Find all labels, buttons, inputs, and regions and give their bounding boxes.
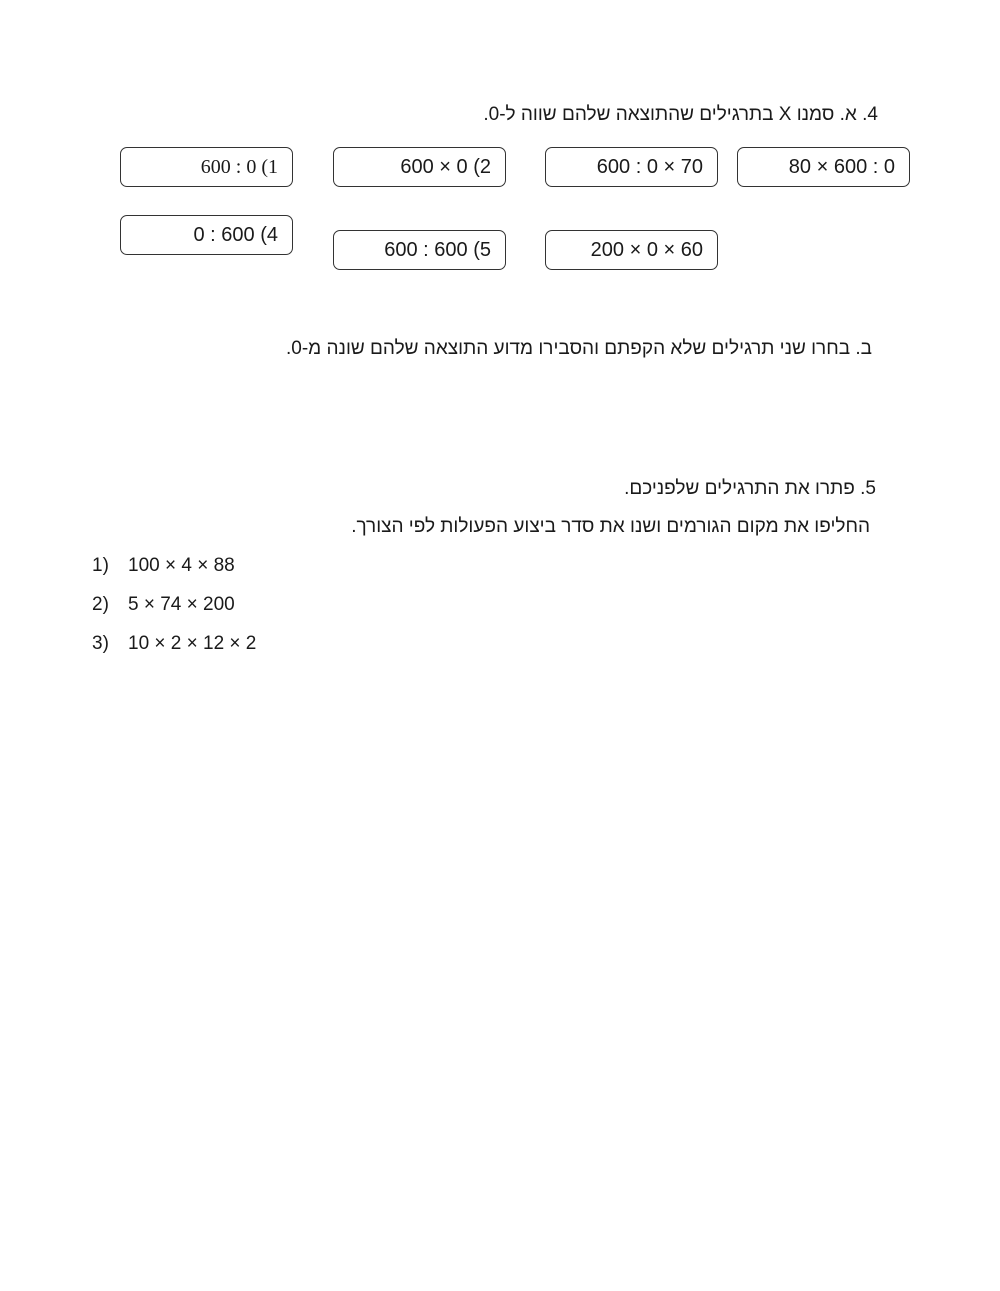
question-5-title: 5. פתרו את התרגילים שלפניכם.	[624, 478, 876, 499]
exercise-expression: 100 × 4 × 88	[128, 555, 235, 576]
question-5-instruction: החליפו את מקום הגורמים ושנו את סדר ביצוע הפעולות לפי הצורך.	[351, 516, 870, 537]
exercise-box-3[interactable]	[545, 147, 718, 187]
exercise-expression: 70 × 0 : 600	[596, 155, 703, 178]
exercise-number: 1)	[92, 555, 109, 576]
exercise-expression: 5 × 74 × 200	[128, 594, 235, 615]
exercise-row-1	[92, 555, 235, 577]
question-4a-text: 4. א. סמנו X בתרגילים שהתוצאה שלהם שווה ל-0.	[483, 104, 878, 125]
exercise-box-2[interactable]	[333, 147, 506, 187]
exercise-box-7[interactable]	[545, 230, 718, 270]
exercise-box-4[interactable]	[737, 147, 910, 187]
exercise-box-6[interactable]	[333, 230, 506, 270]
exercise-expression: 0 : 600 × 80	[788, 155, 895, 178]
exercise-box-1[interactable]	[120, 147, 293, 187]
exercise-expression: 10 × 2 × 12 × 2	[128, 633, 257, 654]
exercise-number: 3)	[92, 633, 109, 654]
exercise-row-3	[92, 633, 256, 655]
exercise-expression: 2) 0 × 600	[400, 155, 491, 178]
question-4b-text: ב. בחרו שני תרגילים שלא הקפתם והסבירו מדוע התוצאה שלהם שונה מ-0.	[286, 338, 872, 359]
exercise-row-2	[92, 594, 235, 616]
exercise-number: 2)	[92, 594, 109, 615]
exercise-expression: 4) 600 : 0	[193, 223, 278, 246]
exercise-expression: 1) 0 : 600	[200, 155, 278, 178]
exercise-expression: 5) 600 : 600	[384, 238, 491, 261]
exercise-box-5[interactable]	[120, 215, 293, 255]
exercise-expression: 60 × 0 × 200	[590, 238, 703, 261]
